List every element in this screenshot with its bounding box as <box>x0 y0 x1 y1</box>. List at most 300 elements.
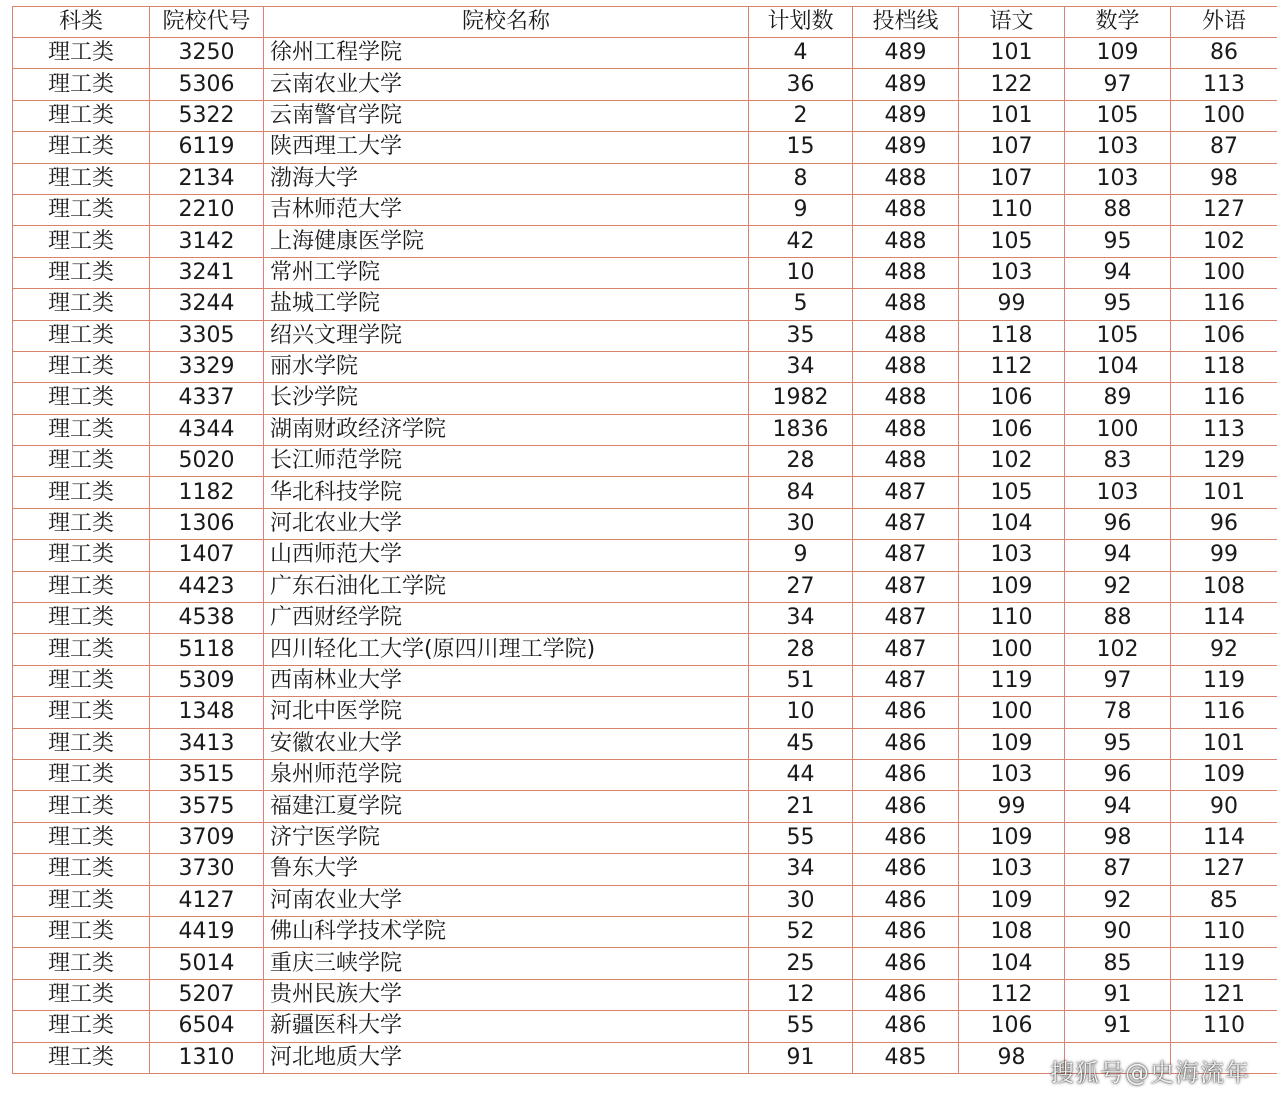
cell-math: 78 <box>1065 697 1171 728</box>
cell-math: 96 <box>1065 508 1171 539</box>
cell-plan-count: 28 <box>749 446 853 477</box>
cell-math: 90 <box>1065 916 1171 947</box>
table-row <box>13 69 1278 100</box>
table-row <box>13 132 1278 163</box>
cell-foreign-language: 118 <box>1171 351 1278 382</box>
cell-category: 理工类 <box>13 257 150 288</box>
table-row <box>13 320 1278 351</box>
cell-plan-count: 8 <box>749 163 853 194</box>
cell-school-code: 6119 <box>150 132 264 163</box>
cell-math: 88 <box>1065 194 1171 225</box>
cell-math: 91 <box>1065 979 1171 1010</box>
cell-category: 理工类 <box>13 728 150 759</box>
cell-cutoff-score: 486 <box>853 885 959 916</box>
cell-plan-count: 52 <box>749 916 853 947</box>
cell-cutoff-score: 488 <box>853 163 959 194</box>
cell-math: 85 <box>1065 948 1171 979</box>
cell-school-name: 渤海大学 <box>264 163 749 194</box>
cell-school-code: 3250 <box>150 38 264 69</box>
cell-category: 理工类 <box>13 571 150 602</box>
cell-cutoff-score: 489 <box>853 100 959 131</box>
cell-school-name: 鲁东大学 <box>264 854 749 885</box>
table-row <box>13 822 1278 853</box>
cell-plan-count: 12 <box>749 979 853 1010</box>
cell-plan-count: 10 <box>749 697 853 728</box>
table-row <box>13 571 1278 602</box>
cell-chinese: 105 <box>959 477 1065 508</box>
cell-school-name: 佛山科学技术学院 <box>264 916 749 947</box>
cell-math: 94 <box>1065 257 1171 288</box>
table-row <box>13 916 1278 947</box>
cell-plan-count: 9 <box>749 540 853 571</box>
cell-school-name: 绍兴文理学院 <box>264 320 749 351</box>
cell-chinese: 109 <box>959 822 1065 853</box>
cell-foreign-language: 110 <box>1171 1011 1278 1042</box>
cell-chinese: 99 <box>959 289 1065 320</box>
cell-chinese: 110 <box>959 603 1065 634</box>
cell-school-name: 云南农业大学 <box>264 69 749 100</box>
cell-foreign-language: 119 <box>1171 665 1278 696</box>
header-school-code: 院校代号 <box>150 7 264 38</box>
cell-chinese: 122 <box>959 69 1065 100</box>
cell-cutoff-score: 487 <box>853 603 959 634</box>
cell-cutoff-score: 487 <box>853 665 959 696</box>
table-row <box>13 1011 1278 1042</box>
cell-plan-count: 55 <box>749 822 853 853</box>
table-body <box>13 38 1278 1074</box>
header-row <box>13 7 1278 38</box>
cell-category: 理工类 <box>13 822 150 853</box>
cell-foreign-language: 106 <box>1171 320 1278 351</box>
cell-school-name: 盐城工学院 <box>264 289 749 320</box>
cell-category: 理工类 <box>13 665 150 696</box>
cell-foreign-language: 86 <box>1171 38 1278 69</box>
cell-math: 102 <box>1065 634 1171 665</box>
cell-foreign-language: 116 <box>1171 289 1278 320</box>
cell-foreign-language: 100 <box>1171 257 1278 288</box>
cell-school-name: 丽水学院 <box>264 351 749 382</box>
cell-category: 理工类 <box>13 1011 150 1042</box>
cell-math: 104 <box>1065 351 1171 382</box>
cell-school-code: 5014 <box>150 948 264 979</box>
cell-plan-count: 45 <box>749 728 853 759</box>
cell-school-name: 吉林师范大学 <box>264 194 749 225</box>
table-row <box>13 508 1278 539</box>
cell-chinese: 103 <box>959 257 1065 288</box>
table-row <box>13 634 1278 665</box>
cell-school-name: 新疆医科大学 <box>264 1011 749 1042</box>
cell-school-code: 5118 <box>150 634 264 665</box>
cell-school-code: 5309 <box>150 665 264 696</box>
cell-category: 理工类 <box>13 508 150 539</box>
cell-chinese: 112 <box>959 979 1065 1010</box>
cell-chinese: 101 <box>959 38 1065 69</box>
table-row <box>13 759 1278 790</box>
cell-plan-count: 10 <box>749 257 853 288</box>
header-math: 数学 <box>1065 7 1171 38</box>
cell-category: 理工类 <box>13 320 150 351</box>
cell-cutoff-score: 487 <box>853 571 959 602</box>
cell-school-code: 4423 <box>150 571 264 602</box>
cell-foreign-language: 116 <box>1171 697 1278 728</box>
cell-math: 83 <box>1065 446 1171 477</box>
cell-cutoff-score: 487 <box>853 477 959 508</box>
cell-plan-count: 9 <box>749 194 853 225</box>
cell-school-code: 1407 <box>150 540 264 571</box>
cell-math: 87 <box>1065 854 1171 885</box>
cell-foreign-language: 102 <box>1171 226 1278 257</box>
cell-chinese: 100 <box>959 634 1065 665</box>
cell-cutoff-score: 486 <box>853 697 959 728</box>
cell-category: 理工类 <box>13 791 150 822</box>
cell-school-name: 济宁医学院 <box>264 822 749 853</box>
cell-chinese: 108 <box>959 916 1065 947</box>
table-row <box>13 603 1278 634</box>
cell-school-code: 2210 <box>150 194 264 225</box>
cell-school-name: 长沙学院 <box>264 383 749 414</box>
cell-plan-count: 28 <box>749 634 853 665</box>
cell-foreign-language: 108 <box>1171 571 1278 602</box>
cell-category: 理工类 <box>13 194 150 225</box>
cell-school-name: 重庆三峡学院 <box>264 948 749 979</box>
cell-chinese: 104 <box>959 948 1065 979</box>
cell-foreign-language: 129 <box>1171 446 1278 477</box>
cell-cutoff-score: 485 <box>853 1042 959 1073</box>
table-row <box>13 697 1278 728</box>
cell-plan-count: 34 <box>749 351 853 382</box>
cell-cutoff-score: 487 <box>853 508 959 539</box>
cell-foreign-language: 101 <box>1171 728 1278 759</box>
cell-school-name: 长江师范学院 <box>264 446 749 477</box>
cell-plan-count: 5 <box>749 289 853 320</box>
cell-foreign-language: 109 <box>1171 759 1278 790</box>
table-row <box>13 948 1278 979</box>
cell-category: 理工类 <box>13 69 150 100</box>
cell-plan-count: 30 <box>749 508 853 539</box>
cell-foreign-language: 101 <box>1171 477 1278 508</box>
cell-school-code: 1182 <box>150 477 264 508</box>
cell-school-code: 1348 <box>150 697 264 728</box>
cell-category: 理工类 <box>13 603 150 634</box>
table-row <box>13 854 1278 885</box>
cell-plan-count: 91 <box>749 1042 853 1073</box>
cell-chinese: 109 <box>959 728 1065 759</box>
cell-cutoff-score: 486 <box>853 1011 959 1042</box>
cell-school-name: 华北科技学院 <box>264 477 749 508</box>
table-row <box>13 257 1278 288</box>
cell-plan-count: 30 <box>749 885 853 916</box>
cell-school-code: 3575 <box>150 791 264 822</box>
table-row <box>13 477 1278 508</box>
cell-plan-count: 34 <box>749 603 853 634</box>
cell-cutoff-score: 486 <box>853 948 959 979</box>
cell-math: 94 <box>1065 791 1171 822</box>
cell-foreign-language: 110 <box>1171 916 1278 947</box>
cell-cutoff-score: 488 <box>853 414 959 445</box>
cell-school-name: 广西财经学院 <box>264 603 749 634</box>
cell-cutoff-score: 487 <box>853 634 959 665</box>
cell-chinese: 98 <box>959 1042 1065 1073</box>
cell-category: 理工类 <box>13 163 150 194</box>
cell-category: 理工类 <box>13 38 150 69</box>
cell-school-code: 5020 <box>150 446 264 477</box>
cell-chinese: 106 <box>959 383 1065 414</box>
cell-school-name: 泉州师范学院 <box>264 759 749 790</box>
cell-school-code: 5322 <box>150 100 264 131</box>
cell-cutoff-score: 489 <box>853 69 959 100</box>
cell-math: 97 <box>1065 665 1171 696</box>
cell-foreign-language: 92 <box>1171 634 1278 665</box>
cell-chinese: 109 <box>959 885 1065 916</box>
cell-category: 理工类 <box>13 414 150 445</box>
cell-school-code: 3413 <box>150 728 264 759</box>
cell-plan-count: 27 <box>749 571 853 602</box>
cell-math: 95 <box>1065 728 1171 759</box>
cell-school-code: 4127 <box>150 885 264 916</box>
cell-category: 理工类 <box>13 351 150 382</box>
cell-category: 理工类 <box>13 885 150 916</box>
cell-school-name: 徐州工程学院 <box>264 38 749 69</box>
cell-category: 理工类 <box>13 697 150 728</box>
cell-school-name: 山西师范大学 <box>264 540 749 571</box>
cell-chinese: 109 <box>959 571 1065 602</box>
cell-school-code: 1310 <box>150 1042 264 1073</box>
cell-math: 96 <box>1065 759 1171 790</box>
cell-category: 理工类 <box>13 540 150 571</box>
cell-plan-count: 21 <box>749 791 853 822</box>
cell-school-name: 常州工学院 <box>264 257 749 288</box>
admission-score-table <box>12 6 1277 1074</box>
table-row <box>13 414 1278 445</box>
cell-plan-count: 34 <box>749 854 853 885</box>
cell-cutoff-score: 487 <box>853 540 959 571</box>
header-foreign-language: 外语 <box>1171 7 1278 38</box>
cell-school-name: 河北地质大学 <box>264 1042 749 1073</box>
cell-school-code: 3730 <box>150 854 264 885</box>
table-row <box>13 728 1278 759</box>
cell-cutoff-score: 488 <box>853 383 959 414</box>
cell-school-code: 5306 <box>150 69 264 100</box>
cell-cutoff-score: 488 <box>853 446 959 477</box>
table-header <box>13 7 1278 38</box>
cell-category: 理工类 <box>13 383 150 414</box>
cell-chinese: 107 <box>959 132 1065 163</box>
cell-foreign-language: 96 <box>1171 508 1278 539</box>
cell-chinese: 112 <box>959 351 1065 382</box>
cell-chinese: 107 <box>959 163 1065 194</box>
cell-chinese: 102 <box>959 446 1065 477</box>
cell-math: 91 <box>1065 1011 1171 1042</box>
cell-cutoff-score: 486 <box>853 822 959 853</box>
cell-foreign-language: 113 <box>1171 414 1278 445</box>
cell-category: 理工类 <box>13 132 150 163</box>
cell-cutoff-score: 486 <box>853 854 959 885</box>
cell-category: 理工类 <box>13 854 150 885</box>
cell-plan-count: 4 <box>749 38 853 69</box>
cell-plan-count: 35 <box>749 320 853 351</box>
cell-chinese: 100 <box>959 697 1065 728</box>
cell-category: 理工类 <box>13 759 150 790</box>
header-chinese: 语文 <box>959 7 1065 38</box>
cell-school-name: 河北中医学院 <box>264 697 749 728</box>
table-row <box>13 289 1278 320</box>
cell-math: 88 <box>1065 603 1171 634</box>
table-row <box>13 226 1278 257</box>
cell-foreign-language: 98 <box>1171 163 1278 194</box>
cell-math: 105 <box>1065 320 1171 351</box>
cell-school-name: 四川轻化工大学(原四川理工学院) <box>264 634 749 665</box>
cell-foreign-language: 116 <box>1171 383 1278 414</box>
cell-foreign-language: 90 <box>1171 791 1278 822</box>
cell-chinese: 104 <box>959 508 1065 539</box>
table-row <box>13 351 1278 382</box>
cell-school-name: 湖南财政经济学院 <box>264 414 749 445</box>
header-cutoff-score: 投档线 <box>853 7 959 38</box>
cell-school-code: 3142 <box>150 226 264 257</box>
cell-category: 理工类 <box>13 477 150 508</box>
cell-foreign-language: 85 <box>1171 885 1278 916</box>
cell-category: 理工类 <box>13 979 150 1010</box>
cell-plan-count: 42 <box>749 226 853 257</box>
cell-plan-count: 55 <box>749 1011 853 1042</box>
cell-math: 100 <box>1065 414 1171 445</box>
cell-cutoff-score: 486 <box>853 728 959 759</box>
header-category: 科类 <box>13 7 150 38</box>
table-row <box>13 194 1278 225</box>
cell-school-code: 3515 <box>150 759 264 790</box>
cell-cutoff-score: 488 <box>853 194 959 225</box>
cell-chinese: 105 <box>959 226 1065 257</box>
cell-school-code: 3329 <box>150 351 264 382</box>
cell-cutoff-score: 486 <box>853 791 959 822</box>
cell-foreign-language: 87 <box>1171 132 1278 163</box>
table-row <box>13 979 1278 1010</box>
cell-math: 92 <box>1065 571 1171 602</box>
cell-math: 103 <box>1065 477 1171 508</box>
cell-cutoff-score: 486 <box>853 759 959 790</box>
table-row <box>13 791 1278 822</box>
cell-plan-count: 25 <box>749 948 853 979</box>
cell-school-code: 3244 <box>150 289 264 320</box>
table-row <box>13 383 1278 414</box>
cell-math: 105 <box>1065 100 1171 131</box>
cell-foreign-language: 119 <box>1171 948 1278 979</box>
cell-school-code: 6504 <box>150 1011 264 1042</box>
cell-school-code: 4344 <box>150 414 264 445</box>
table-row <box>13 446 1278 477</box>
cell-school-name: 陕西理工大学 <box>264 132 749 163</box>
table-row <box>13 38 1278 69</box>
cell-school-name: 云南警官学院 <box>264 100 749 131</box>
cell-school-name: 河北农业大学 <box>264 508 749 539</box>
score-table-sheet <box>12 6 1277 1098</box>
cell-foreign-language: 127 <box>1171 194 1278 225</box>
header-school-name: 院校名称 <box>264 7 749 38</box>
cell-math: 92 <box>1065 885 1171 916</box>
cell-math: 103 <box>1065 132 1171 163</box>
cell-category: 理工类 <box>13 634 150 665</box>
table-row <box>13 885 1278 916</box>
cell-math: 103 <box>1065 163 1171 194</box>
cell-math: 94 <box>1065 540 1171 571</box>
cell-math: 98 <box>1065 822 1171 853</box>
cell-school-code: 5207 <box>150 979 264 1010</box>
cell-plan-count: 44 <box>749 759 853 790</box>
table-row <box>13 540 1278 571</box>
cell-school-name: 上海健康医学院 <box>264 226 749 257</box>
cell-foreign-language: 114 <box>1171 603 1278 634</box>
cell-math: 97 <box>1065 69 1171 100</box>
cell-category: 理工类 <box>13 948 150 979</box>
cell-cutoff-score: 488 <box>853 351 959 382</box>
cell-category: 理工类 <box>13 446 150 477</box>
cell-school-name: 河南农业大学 <box>264 885 749 916</box>
cell-cutoff-score: 486 <box>853 979 959 1010</box>
cell-plan-count: 84 <box>749 477 853 508</box>
cell-chinese: 110 <box>959 194 1065 225</box>
cell-foreign-language: 99 <box>1171 540 1278 571</box>
cell-school-code: 4419 <box>150 916 264 947</box>
cell-plan-count: 2 <box>749 100 853 131</box>
table-row <box>13 163 1278 194</box>
cell-chinese: 101 <box>959 100 1065 131</box>
cell-chinese: 119 <box>959 665 1065 696</box>
cell-category: 理工类 <box>13 100 150 131</box>
cell-cutoff-score: 488 <box>853 226 959 257</box>
cell-foreign-language: 114 <box>1171 822 1278 853</box>
cell-chinese: 106 <box>959 414 1065 445</box>
cell-cutoff-score: 489 <box>853 38 959 69</box>
cell-chinese: 106 <box>959 1011 1065 1042</box>
cell-plan-count: 15 <box>749 132 853 163</box>
cell-school-code: 4538 <box>150 603 264 634</box>
cell-cutoff-score: 486 <box>853 916 959 947</box>
cell-school-code: 4337 <box>150 383 264 414</box>
table-row <box>13 100 1278 131</box>
cell-school-name: 广东石油化工学院 <box>264 571 749 602</box>
cell-school-code: 3241 <box>150 257 264 288</box>
cell-category: 理工类 <box>13 916 150 947</box>
cell-category: 理工类 <box>13 1042 150 1073</box>
table-row <box>13 665 1278 696</box>
cell-cutoff-score: 489 <box>853 132 959 163</box>
cell-chinese: 103 <box>959 854 1065 885</box>
cell-math: 109 <box>1065 38 1171 69</box>
cell-school-name: 西南林业大学 <box>264 665 749 696</box>
cell-plan-count: 36 <box>749 69 853 100</box>
header-plan-count: 计划数 <box>749 7 853 38</box>
cell-school-name: 贵州民族大学 <box>264 979 749 1010</box>
cell-cutoff-score: 488 <box>853 320 959 351</box>
cell-category: 理工类 <box>13 226 150 257</box>
cell-foreign-language: 127 <box>1171 854 1278 885</box>
cell-chinese: 118 <box>959 320 1065 351</box>
cell-school-code: 3709 <box>150 822 264 853</box>
cell-category: 理工类 <box>13 289 150 320</box>
cell-chinese: 99 <box>959 791 1065 822</box>
cell-plan-count: 1982 <box>749 383 853 414</box>
cell-chinese: 103 <box>959 759 1065 790</box>
cell-foreign-language: 100 <box>1171 100 1278 131</box>
cell-cutoff-score: 488 <box>853 257 959 288</box>
cell-school-code: 1306 <box>150 508 264 539</box>
cell-plan-count: 1836 <box>749 414 853 445</box>
cell-school-code: 3305 <box>150 320 264 351</box>
cell-school-code: 2134 <box>150 163 264 194</box>
cell-plan-count: 51 <box>749 665 853 696</box>
cell-foreign-language: 113 <box>1171 69 1278 100</box>
cell-school-name: 福建江夏学院 <box>264 791 749 822</box>
